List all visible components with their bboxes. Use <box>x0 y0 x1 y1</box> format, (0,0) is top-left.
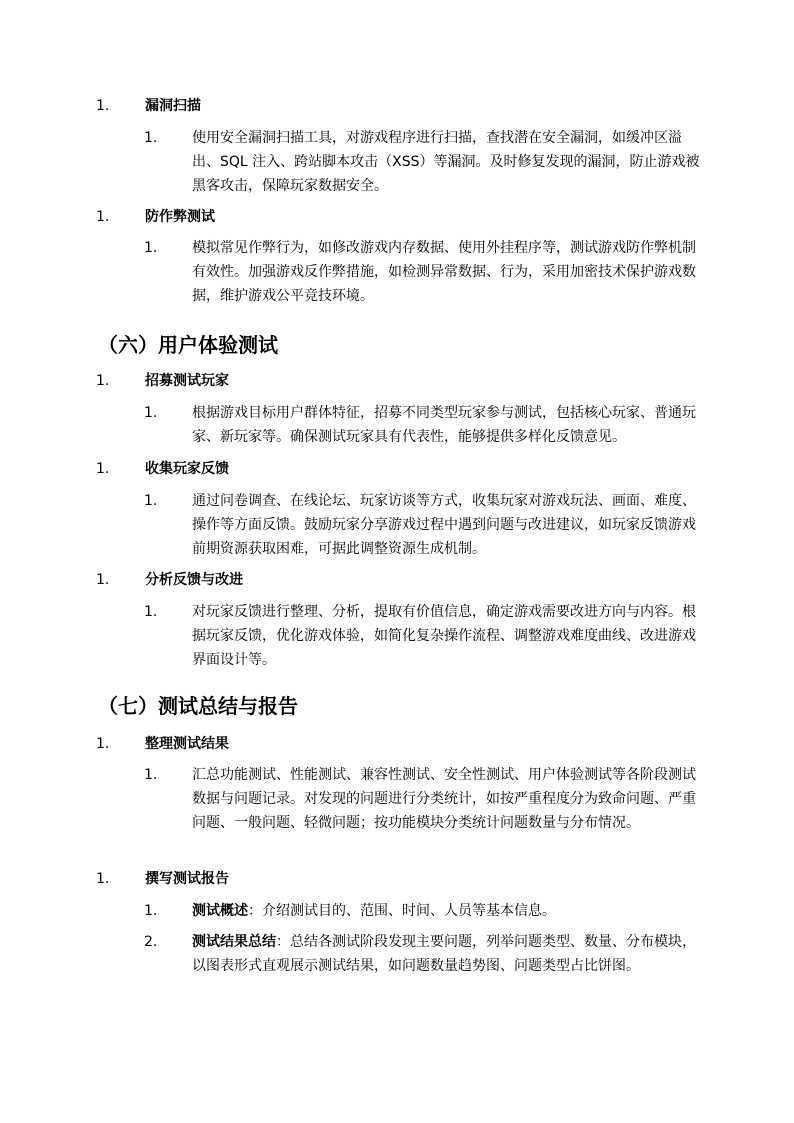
list-number: 1. <box>96 98 110 114</box>
list-number: 1. <box>144 767 158 783</box>
sub-item-results-desc <box>144 763 704 835</box>
paragraph: 根据游戏目标用户群体特征，招募不同类型玩家参与测试，包括核心玩家、普通玩家、新玩家等。确保测试玩家具有代表性，能够提供多样化反馈意见。 <box>192 405 696 445</box>
sub-item-vuln-scan-desc <box>144 126 704 198</box>
term-text: ：介绍测试目的、范围、时间、人员等基本信息。 <box>248 903 556 919</box>
list-number: 1. <box>144 903 158 919</box>
list-number: 1. <box>96 461 110 477</box>
paragraph <box>192 930 704 978</box>
sub-item-report-results-summary <box>144 930 704 978</box>
list-item-title: 招募测试玩家 <box>145 373 229 389</box>
list-item-title: 漏洞扫描 <box>145 98 201 114</box>
paragraph: 通过问卷调查、在线论坛、玩家访谈等方式，收集玩家对游戏玩法、画面、难度、操作等方面反馈。鼓励玩家分享游戏过程中遇到问题与改进建议，如玩家反馈游戏前期资源获取困难，可据此调整资源生成机制。 <box>192 493 696 557</box>
sub-item-analyze-desc <box>144 600 704 672</box>
list-number: 1. <box>144 493 158 509</box>
list-number: 1. <box>144 604 158 620</box>
list-item-title: 整理测试结果 <box>145 736 229 752</box>
list-item-title: 防作弊测试 <box>145 209 215 225</box>
list-number: 1. <box>96 871 110 887</box>
sub-item-report-overview <box>144 899 704 923</box>
term-label: 测试结果总结 <box>192 934 276 950</box>
paragraph <box>192 899 704 923</box>
list-number: 2. <box>144 934 158 950</box>
list-number: 1. <box>96 572 110 588</box>
list-number: 1. <box>96 373 110 389</box>
list-number: 1. <box>144 240 158 256</box>
section-heading-summary-report: （七）测试总结与报告 <box>98 694 298 718</box>
paragraph: 使用安全漏洞扫描工具，对游戏程序进行扫描，查找潜在安全漏洞，如缓冲区溢出、SQL 注入、跨站脚本攻击（XSS）等漏洞。及时修复发现的漏洞，防止游戏被黑客攻击，保障玩家数据安全。 <box>192 130 700 194</box>
paragraph: 模拟常见作弊行为，如修改游戏内存数据、使用外挂程序等，测试游戏防作弊机制有效性。加强游戏反作弊措施，如检测异常数据、行为，采用加密技术保护游戏数据，维护游戏公平竞技环境。 <box>192 240 696 304</box>
list-item-title: 撰写测试报告 <box>145 871 229 887</box>
sub-item-feedback-desc <box>144 489 704 561</box>
section-heading-ux-test: （六）用户体验测试 <box>98 333 278 357</box>
list-number: 1. <box>96 209 110 225</box>
paragraph: 汇总功能测试、性能测试、兼容性测试、安全性测试、用户体验测试等各阶段测试数据与问题记录。对发现的问题进行分类统计，如按严重程度分为致命问题、严重问题、一般问题、轻微问题；按功能模块分类统计问题数量与分布情况。 <box>192 767 696 831</box>
list-item-title: 分析反馈与改进 <box>145 572 243 588</box>
sub-item-recruit-desc <box>144 401 704 449</box>
list-item-title: 收集玩家反馈 <box>145 461 229 477</box>
list-number: 1. <box>144 405 158 421</box>
sub-item-anti-cheat-desc <box>144 236 704 308</box>
list-number: 1. <box>96 736 110 752</box>
term-label: 测试概述 <box>192 903 248 919</box>
term-text: ：总结各测试阶段发现主要问题，列举问题类型、数量、分布模块，以图表形式直观展示测试结果，如问题数量趋势图、问题类型占比饼图。 <box>192 934 696 974</box>
paragraph: 对玩家反馈进行整理、分析，提取有价值信息，确定游戏需要改进方向与内容。根据玩家反馈，优化游戏体验，如简化复杂操作流程、调整游戏难度曲线、改进游戏界面设计等。 <box>192 604 696 668</box>
list-number: 1. <box>144 130 158 146</box>
